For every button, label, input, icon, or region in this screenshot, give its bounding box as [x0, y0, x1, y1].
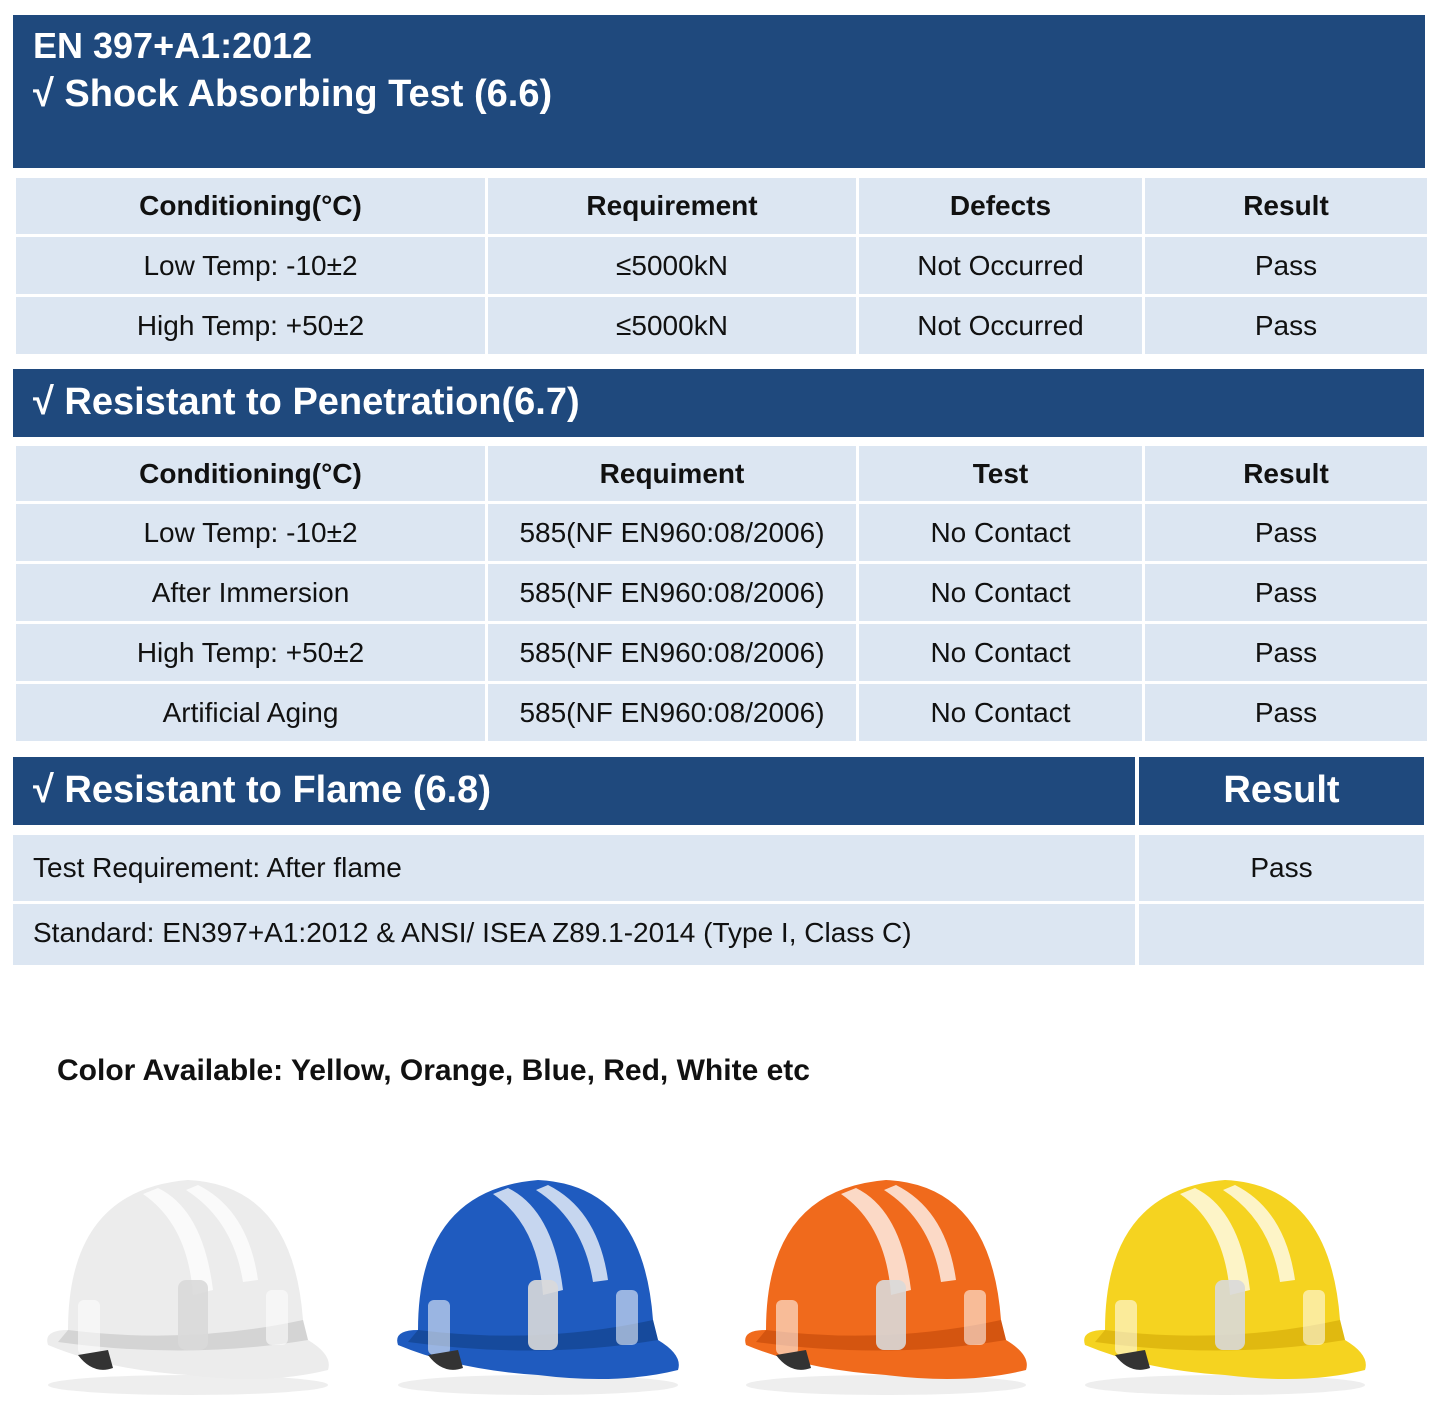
penetration-header	[13, 369, 1424, 437]
flame-result-text: Pass	[1250, 852, 1313, 883]
table-cell: 585(NF EN960:08/2006)	[488, 564, 856, 624]
header-cell: Defects	[859, 178, 1142, 237]
table-cell: Pass	[1145, 564, 1427, 624]
shock-test-header	[13, 15, 1425, 168]
table-cell: Pass	[1145, 297, 1427, 357]
table-header-row	[16, 178, 1427, 237]
table-header-row	[16, 446, 1427, 504]
header-cell: Result	[1145, 446, 1427, 504]
flame-title: √ Resistant to Flame (6.8)	[33, 769, 491, 811]
table-row	[16, 237, 1427, 297]
table-cell	[13, 835, 1135, 901]
table-cell	[13, 904, 1135, 965]
table-cell: Low Temp: -10±2	[16, 504, 485, 564]
table-row	[16, 504, 1427, 564]
table-cell: No Contact	[859, 624, 1142, 684]
table-row	[16, 564, 1427, 624]
table-cell: ≤5000kN	[488, 237, 856, 297]
shock-table	[13, 178, 1430, 357]
table-row	[13, 904, 1425, 965]
table-row	[13, 835, 1425, 901]
flame-standard-text: Standard: EN397+A1:2012 & ANSI/ ISEA Z89.1-2014 (Type I, Class C)	[33, 917, 912, 948]
table-cell	[1139, 904, 1424, 965]
shock-test-title: √ Shock Absorbing Test (6.6)	[33, 73, 553, 115]
table-cell: 585(NF EN960:08/2006)	[488, 684, 856, 744]
table-cell: No Contact	[859, 564, 1142, 624]
orange-helmet-icon	[736, 1170, 1036, 1400]
table-cell: Pass	[1145, 504, 1427, 564]
table-cell: Not Occurred	[859, 297, 1142, 357]
table-cell: Pass	[1145, 684, 1427, 744]
table-cell: High Temp: +50±2	[16, 624, 485, 684]
flame-title-cell	[13, 757, 1135, 825]
colors-available-text: Color Available: Yellow, Orange, Blue, Red, White etc	[57, 1054, 810, 1087]
header-cell: Result	[1145, 178, 1427, 237]
penetration-title: √ Resistant to Penetration(6.7)	[33, 381, 580, 423]
flame-requirement-text: Test Requirement: After flame	[33, 852, 402, 883]
header-cell: Requiment	[488, 446, 856, 504]
table-row	[16, 624, 1427, 684]
standard-title: EN 397+A1:2012	[33, 25, 313, 66]
table-cell: No Contact	[859, 684, 1142, 744]
flame-header-row	[13, 757, 1425, 825]
table-cell: Low Temp: -10±2	[16, 237, 485, 297]
header-cell: Conditioning(°C)	[16, 178, 485, 237]
table-row	[16, 297, 1427, 357]
flame-result-header: Result	[1223, 769, 1340, 811]
table-cell: After Immersion	[16, 564, 485, 624]
table-cell: ≤5000kN	[488, 297, 856, 357]
table-cell: High Temp: +50±2	[16, 297, 485, 357]
header-cell: Requirement	[488, 178, 856, 237]
table-cell: No Contact	[859, 504, 1142, 564]
table-row	[16, 684, 1427, 744]
table-cell: Pass	[1145, 237, 1427, 297]
white-helmet-icon	[38, 1170, 338, 1400]
table-cell: Artificial Aging	[16, 684, 485, 744]
header-cell: Conditioning(°C)	[16, 446, 485, 504]
flame-result-header-cell	[1139, 757, 1424, 825]
table-cell: 585(NF EN960:08/2006)	[488, 504, 856, 564]
table-cell: Pass	[1145, 624, 1427, 684]
table-cell	[1139, 835, 1424, 901]
penetration-table	[13, 446, 1430, 744]
blue-helmet-icon	[388, 1170, 688, 1400]
yellow-helmet-icon	[1075, 1170, 1375, 1400]
header-cell: Test	[859, 446, 1142, 504]
table-cell: Not Occurred	[859, 237, 1142, 297]
table-cell: 585(NF EN960:08/2006)	[488, 624, 856, 684]
